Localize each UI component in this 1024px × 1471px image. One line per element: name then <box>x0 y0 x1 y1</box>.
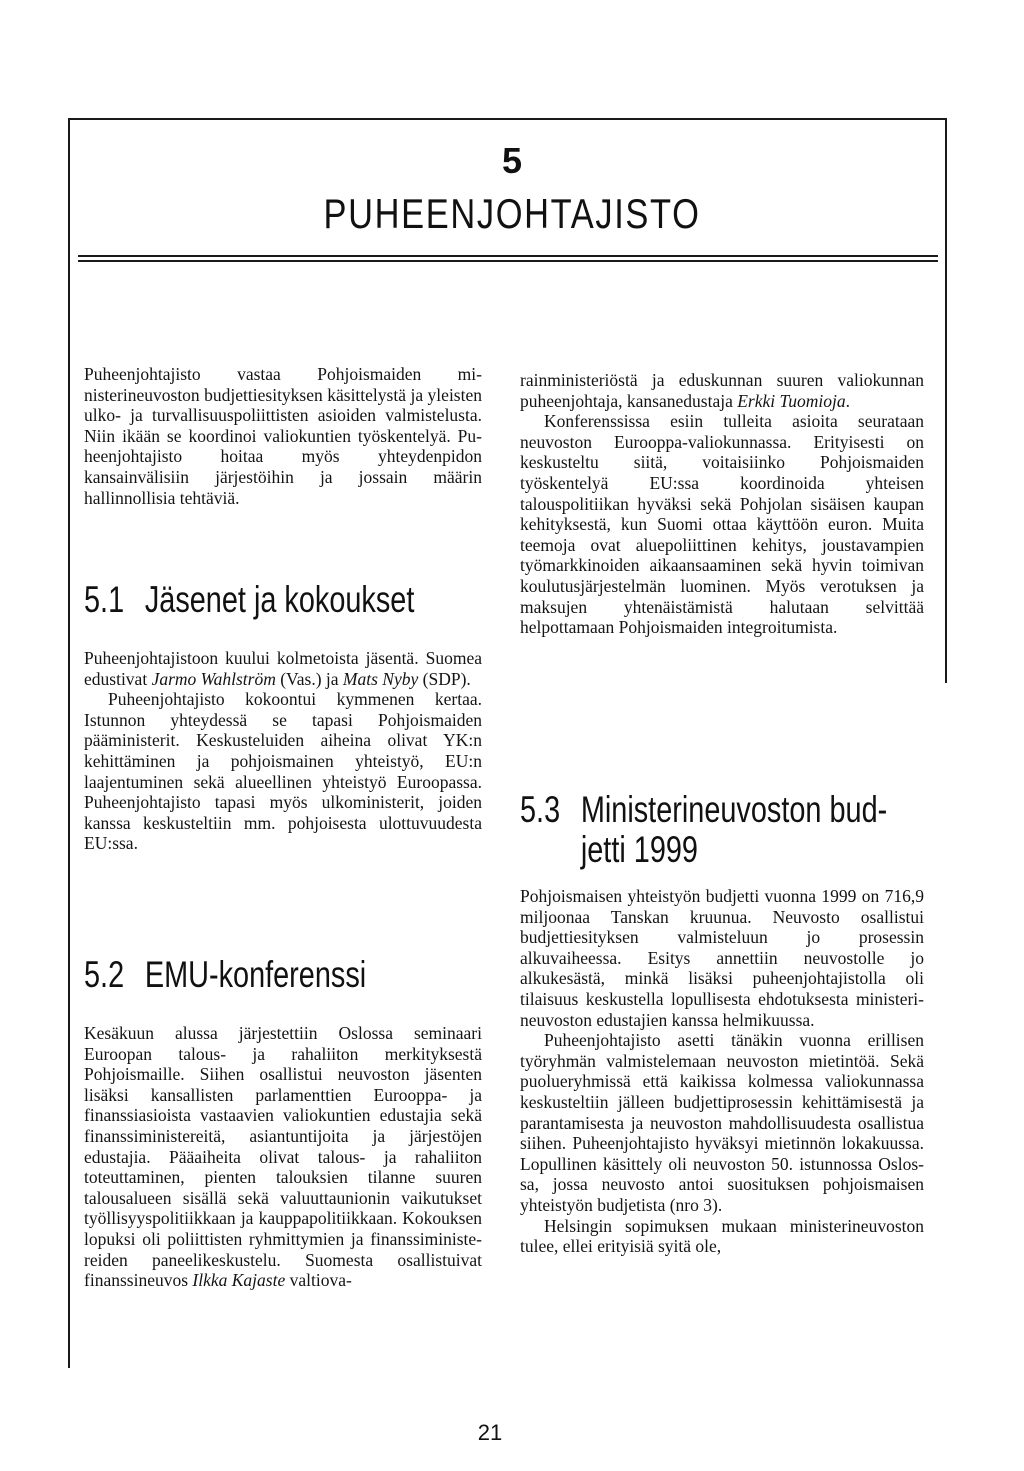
meetings-paragraph: Puheenjohtajisto kokoontui kymmenen kertaa. Istunnon yhteydessä se tapasi Pohjoismaiden pääministerit. Keskusteluiden aiheina olivat YK:n kehittäminen ja pohjoismainen yhteistyö, EU:n laajentuminen sekä alueellinen yhteistyö Euroopassa. Puheenjohtajisto tapasi myös ulkoministerit, joiden kanssa keskusteltiin mm. pohjoisesta ulottuvuudesta EU:ssa. <box>84 689 482 854</box>
section-number: 5.2 <box>84 954 125 995</box>
intro-paragraph: Puheenjohtajisto vastaa Pohjoismaiden ministerineuvoston budjettiesityksen käsittelystä ja yleisten ulko- ja turvallisuuspoliittisten asioiden valmistelusta. Niin ikään se koordinoi valiokuntien työskentelyä. Puheenjohtajisto hoitaa myös yhteydenpidon kansainvälisiin järjestöihin ja jossain määrin hallinnollisia tehtäviä. <box>84 364 482 508</box>
title-rule-lower <box>78 260 938 262</box>
section-5-2-heading <box>84 955 366 995</box>
member-name: Mats Nyby <box>342 668 419 689</box>
person-name: Ilkka Kajaste <box>192 1270 286 1291</box>
emu-text: Kesäkuun alussa järjestettiin Oslossa seminaari Euroopan talous- ja rahaliiton merkityksestä Pohjoismaille. Siihen osallistui neuvoston jäsenten lisäksi kansallisten parlamenttien Eurooppa- ja finanssiasioista vastaavien valiokuntien edustajia sekä finanssiministereitä, asiantuntijoita ja järjestöjen edustajia. Pääaiheita olivat talous- ja rahaliiton toteuttaminen, pienten talouksien tilanne suuren talousalueen sisällä sekä valuuttaunionin vaikutukset työllisyyspolitiikkaan ja kauppapolitiikkaan. Kokouksen lopuksi oli poliittisten ryhmittymien ja finanssiministereiden paneelikeskustelu. Suomesta osallistuivat finanssineuvos <box>84 1023 482 1291</box>
section-5-1-body <box>84 648 482 854</box>
members-mid: (Vas.) ja <box>275 668 343 689</box>
budget-paragraph-2: Puheenjohtajisto asetti tänäkin vuonna erillisen työryhmän valmistelemaan neuvoston mietintöä. Sekä puolueryhmissä että kaikissa kolmessa valiokunnassa keskusteltiin jälleen budjettiprosessin kehittämisestä ja parantamisesta ja neuvoston mahdollisuudesta osallistua siihen. Puheenjohtajisto hyväksyi mietinnön lokakuussa. Lopullinen käsittely oli neuvoston 50. istunnossa Oslossa, jossa neuvosto antoi suosituksen pohjoismaisen yhteistyön budjetista (nro 3). <box>520 1030 924 1215</box>
section-5-1-heading <box>84 580 414 620</box>
section-title: EMU-konferenssi <box>144 954 367 995</box>
members-end: (SDP). <box>418 668 471 689</box>
budget-paragraph-3: Helsingin sopimuksen mukaan ministerineuvoston tulee, ellei erityisiä syitä ole, <box>520 1215 924 1257</box>
page-number: 21 <box>477 1420 503 1445</box>
section-title-line-1: Ministerineuvoston bud- <box>580 789 888 830</box>
section-number: 5.3 <box>520 789 561 830</box>
section-number: 5.1 <box>84 579 125 620</box>
continued-end: . <box>845 390 850 411</box>
section-title-line-2: jetti 1999 <box>580 829 698 870</box>
person-name: Erkki Tuomioja <box>737 390 846 411</box>
emu-paragraph <box>84 1023 482 1291</box>
intro-paragraph-block <box>84 364 482 508</box>
budget-paragraph-1: Pohjoismaisen yhteistyön budjetti vuonna 1999 on 716,9 miljoonaa Tanskan kruunua. Neuvosto osallistui budjettiesityksen valmisteluun jo prosessin alkuvaiheessa. Esitys annettiin neuvostolle jo alkukesästä, minkä lisäksi puheenjohtajistolla oli tilaisuus keskustella lopullisesta ehdotuksesta ministerineuvoston edustajien kanssa helmikuussa. <box>520 886 924 1030</box>
chapter-number: 5 <box>501 140 523 181</box>
section-5-2-body <box>84 1023 482 1291</box>
section-5-3-heading <box>520 790 926 870</box>
emu-end: valtiova- <box>285 1270 352 1291</box>
continued-text: rainministeriöstä ja eduskunnan suuren valiokunnan puheenjohtaja, kansanedustaja <box>520 370 924 411</box>
frame-left-border <box>68 118 70 1368</box>
chapter-title: PUHEENJOHTAJISTO <box>323 190 701 237</box>
right-column-upper <box>520 370 924 638</box>
members-paragraph <box>84 648 482 689</box>
section-5-3-body <box>520 886 924 1257</box>
frame-top-border <box>68 118 946 120</box>
conference-followup-paragraph: Konferenssissa esiin tulleita asioita seurataan neuvoston Eurooppa-valiokunnassa. Erityisesti on keskusteltu siitä, voitaisiinko Pohjoismaiden työskentelyä EU:ssa koordinoida yhteisen talouspolitiikan hyväksi sekä Pohjolan sisäisen kaupan kehityksestä, kun Suomi ottaa käyttöön euron. Muita teemoja ovat aluepoliittinen kehitys, joustavampien työmarkkinoiden aikaansaaminen sekä hyvin toimivan koulutusjärjestelmän luominen. Myös verotuksen ja maksujen yhtenäistämistä halutaan selvittää helpottamaan Pohjoismaiden integroitumista. <box>520 411 924 638</box>
member-name: Jarmo Wahlström <box>151 668 276 689</box>
emu-continued-paragraph <box>520 370 924 411</box>
frame-right-border <box>945 118 947 683</box>
section-title: Jäsenet ja kokoukset <box>144 579 415 620</box>
title-rule-upper <box>78 255 938 257</box>
members-text: Puheenjohtajistoon kuului kolmetoista jäsentä. Suomea edustivat <box>84 648 482 689</box>
